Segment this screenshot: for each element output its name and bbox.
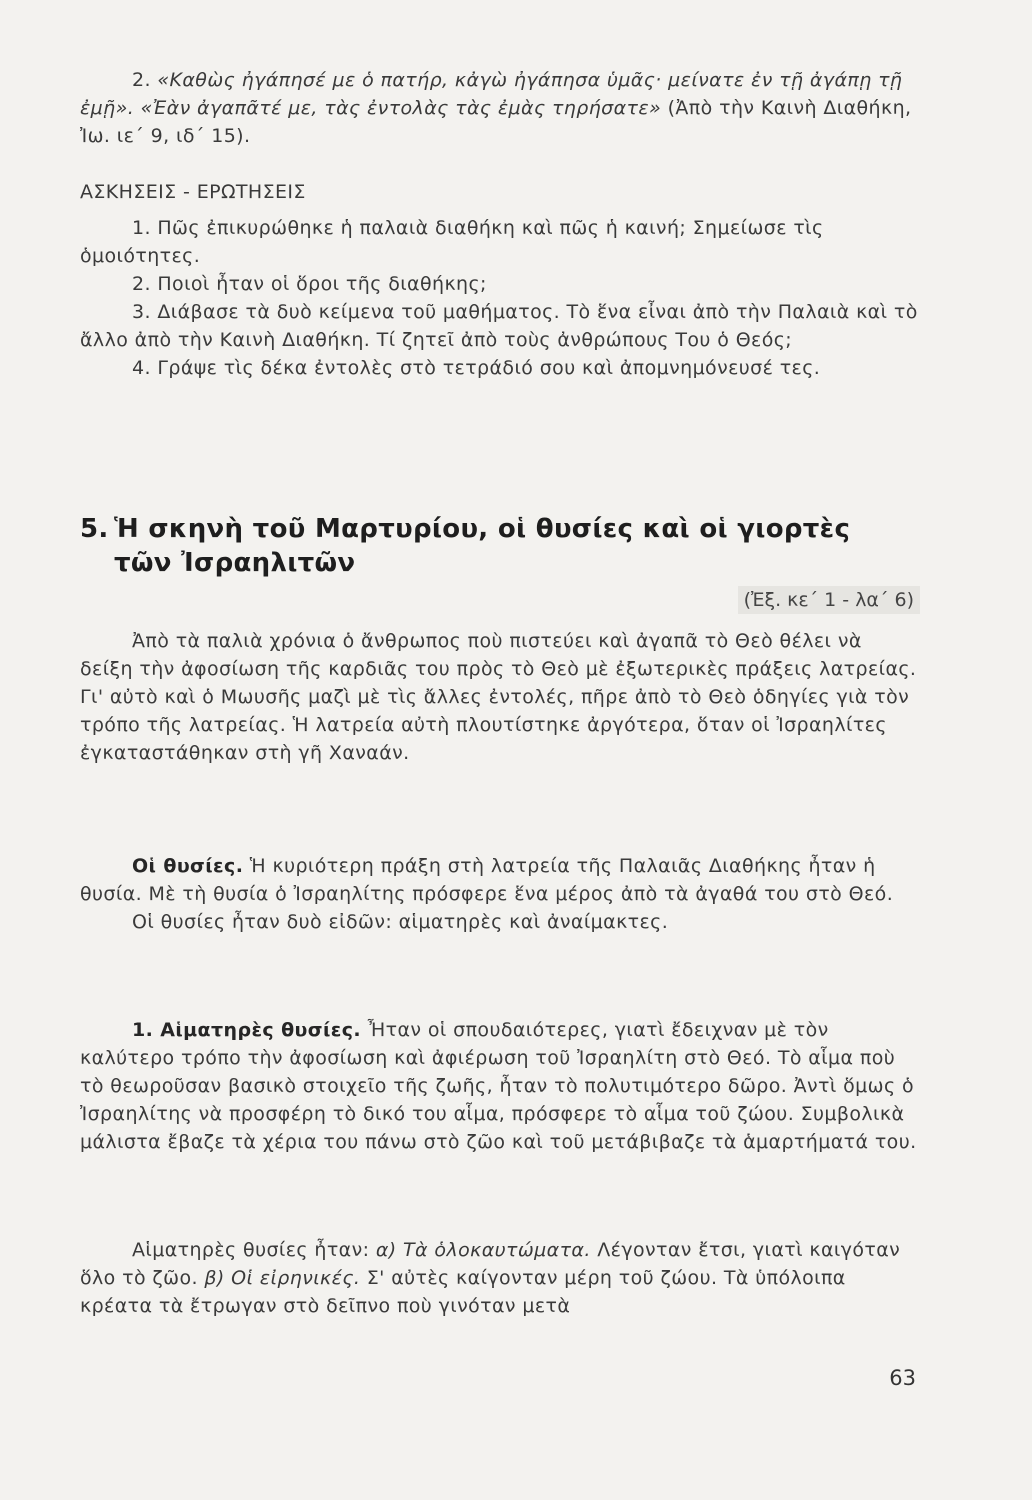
sacrifices-label: Οἱ θυσίες. <box>132 855 244 877</box>
sacrifices-block <box>80 852 920 936</box>
last-end: Σ' αὐτὲς καίγονταν μέρη τοῦ ζώου. Τὰ ὑπόλοιπα κρέατα τὰ ἔτρωγαν στὸ δεῖπνο ποὺ γινόταν μετὰ <box>80 1267 846 1317</box>
intro-block <box>80 627 920 767</box>
section-heading-line-1 <box>80 512 920 546</box>
section-number: 5. <box>80 514 109 544</box>
last-mid: Λέγονταν ἔτσι, γιατὶ καιγόταν ὅλο τὸ ζῶο. <box>80 1239 901 1289</box>
exercise-item-1: 1. Πῶς ἐπικυρώθηκε ἡ παλαιὰ διαθήκη καὶ πῶς ἡ καινή; Σημείωσε τὶς ὁμοιότητες. <box>80 217 824 267</box>
bloody-paragraph <box>80 1016 920 1156</box>
exercise-item-4: 4. Γράψε τὶς δέκα ἐντολὲς στὸ τετράδιό σου καὶ ἀπομνημόνευσέ τες. <box>132 357 821 379</box>
quote-italic-text: «Καθὼς ἠγάπησέ με ὁ πατήρ, κἀγὼ ἠγάπησα ὑμᾶς· μείνατε ἐν τῇ ἀγάπῃ τῇ ἐμῇ». «Ἐὰν ἀγαπᾶτέ με, τὰς ἐντολὰς τὰς ἐμὰς τηρήσατε» <box>80 69 903 119</box>
quote-paragraph <box>80 66 920 150</box>
last-b: β) Οἱ εἰρηνικές. <box>204 1267 361 1289</box>
last-pre: Αἱματηρὲς θυσίες ἦταν: <box>132 1239 370 1261</box>
bloody-label: 1. Αἱματηρὲς θυσίες. <box>132 1019 362 1041</box>
section-title-line-1: Ἡ σκηνὴ τοῦ Μαρτυρίου, οἱ θυσίες καὶ οἱ γιορτὲς <box>114 514 851 544</box>
exercise-item-3: 3. Διάβασε τὰ δυὸ κείμενα τοῦ μαθήματος. Τὸ ἕνα εἶναι ἀπὸ τὴν Παλαιὰ καὶ τὸ ἄλλο ἀπὸ τὴν Καινὴ Διαθήκη. Τί ζητεῖ ἀπὸ τοὺς ἀνθρώπους Του ὁ Θεός; <box>80 301 918 351</box>
intro-paragraph: Ἀπὸ τὰ παλιὰ χρόνια ὁ ἄνθρωπος ποὺ πιστεύει καὶ ἀγαπᾶ τὸ Θεὸ θέλει νὰ δείξη τὴν ἀφοσίωση τῆς καρδιᾶς του πρὸς τὸ Θεὸ μὲ ἐξωτερικὲς πράξεις λατρείας. Γι' αὐτὸ καὶ ὁ Μωυσῆς μαζὶ μὲ τὶς ἄλλες ἐντολές, πῆρε ἀπὸ τὸ Θεὸ ὁδηγίες γιὰ τὸν τρόπο τῆς λατρείας. Ἡ λατρεία αὐτὴ πλουτίστηκε ἀργότερα, ὅταν οἱ Ἰσραηλίτες ἐγκαταστάθηκαν στὴ γῆ Χαναάν. <box>80 630 917 764</box>
bloody-block <box>80 1016 920 1156</box>
bloody-text: Ἦταν οἱ σπουδαιότερες, γιατὶ ἔδειχναν μὲ τὸν καλύτερο τρόπο τὴν ἀφοσίωση καὶ ἀφιέρωση τοῦ Ἰσραηλίτη στὸ Θεό. Τὸ αἷμα ποὺ τὸ θεωροῦσαν βασικὸ στοιχεῖο τῆς ζωῆς, ἦταν τὸ πολυτιμότερο δῶρο. Ἀντὶ ὅμως ὁ Ἰσραηλίτης νὰ προσφέρη τὸ δικό του αἷμα, πρόσφερε τὸ αἷμα τοῦ ζώου. Συμβολικὰ μάλιστα ἔβαζε τὰ χέρια του πάνω στὸ ζῶο καὶ τοῦ μετάβιβαζε τὰ ἁμαρτήματά του. <box>80 1019 917 1153</box>
quote-number: 2. <box>132 69 151 91</box>
exercises-title: ΑΣΚΗΣΕΙΣ - ΕΡΩΤΗΣΕΙΣ <box>80 181 306 203</box>
exercises-block <box>80 178 920 382</box>
sacrifices-text: Ἡ κυριότερη πράξη στὴ λατρεία τῆς Παλαιᾶς Διαθήκης ἦταν ἡ θυσία. Μὲ τὴ θυσία ὁ Ἰσραηλίτης πρόσφερε ἕνα μέρος ἀπὸ τὰ ἀγαθά του στὸ Θεό. <box>80 855 894 905</box>
kinds-paragraph: Οἱ θυσίες ἦταν δυὸ εἰδῶν: αἱματηρὲς καὶ ἀναίμακτες. <box>132 911 669 933</box>
section-title-line-2: τῶν Ἰσραηλιτῶν <box>114 548 356 578</box>
quote-block <box>80 66 920 150</box>
section-heading <box>80 512 920 580</box>
page-number: 63 <box>889 1366 916 1390</box>
last-a: α) Τὰ ὁλοκαυτώματα. <box>375 1239 591 1261</box>
exercise-item-2: 2. Ποιοὶ ἦταν οἱ ὅροι τῆς διαθήκης; <box>132 273 487 295</box>
last-paragraph <box>80 1236 920 1320</box>
section-reference: (Ἐξ. κε΄ 1 - λα΄ 6) <box>738 586 920 614</box>
sacrifices-paragraph <box>80 852 920 908</box>
last-block <box>80 1236 920 1320</box>
quote-source: (Ἀπὸ τὴν Καινὴ Διαθήκη, Ἰω. ιε΄ 9, ιδ΄ 15). <box>80 97 912 147</box>
